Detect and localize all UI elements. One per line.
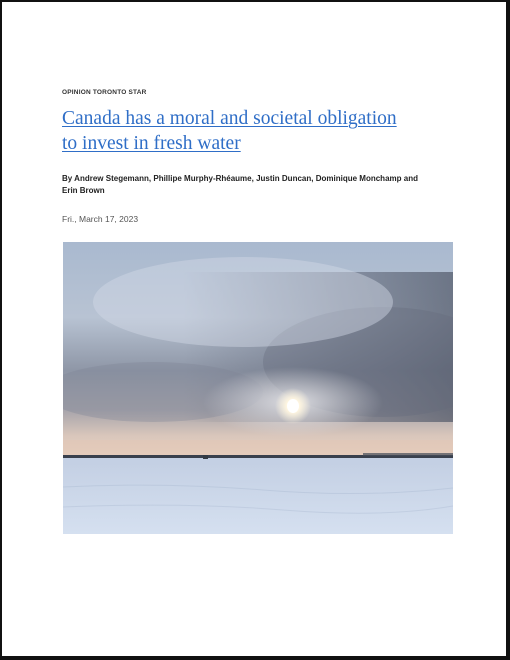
article-photo <box>63 242 453 534</box>
headline-line-1[interactable]: Canada has a moral and societal obligation <box>62 108 397 129</box>
frozen-lake-image <box>63 242 453 534</box>
publish-date: Fri., March 17, 2023 <box>62 214 139 224</box>
article-byline: By Andrew Stegemann, Phillipe Murphy-Rhéaume, Justin Duncan, Dominique Monchamp and Erin Brown <box>62 174 418 195</box>
headline-line-2[interactable]: to invest in fresh water <box>62 133 241 154</box>
section-kicker: OPINION TORONTO STAR <box>62 89 147 96</box>
article-headline[interactable] <box>62 106 462 156</box>
